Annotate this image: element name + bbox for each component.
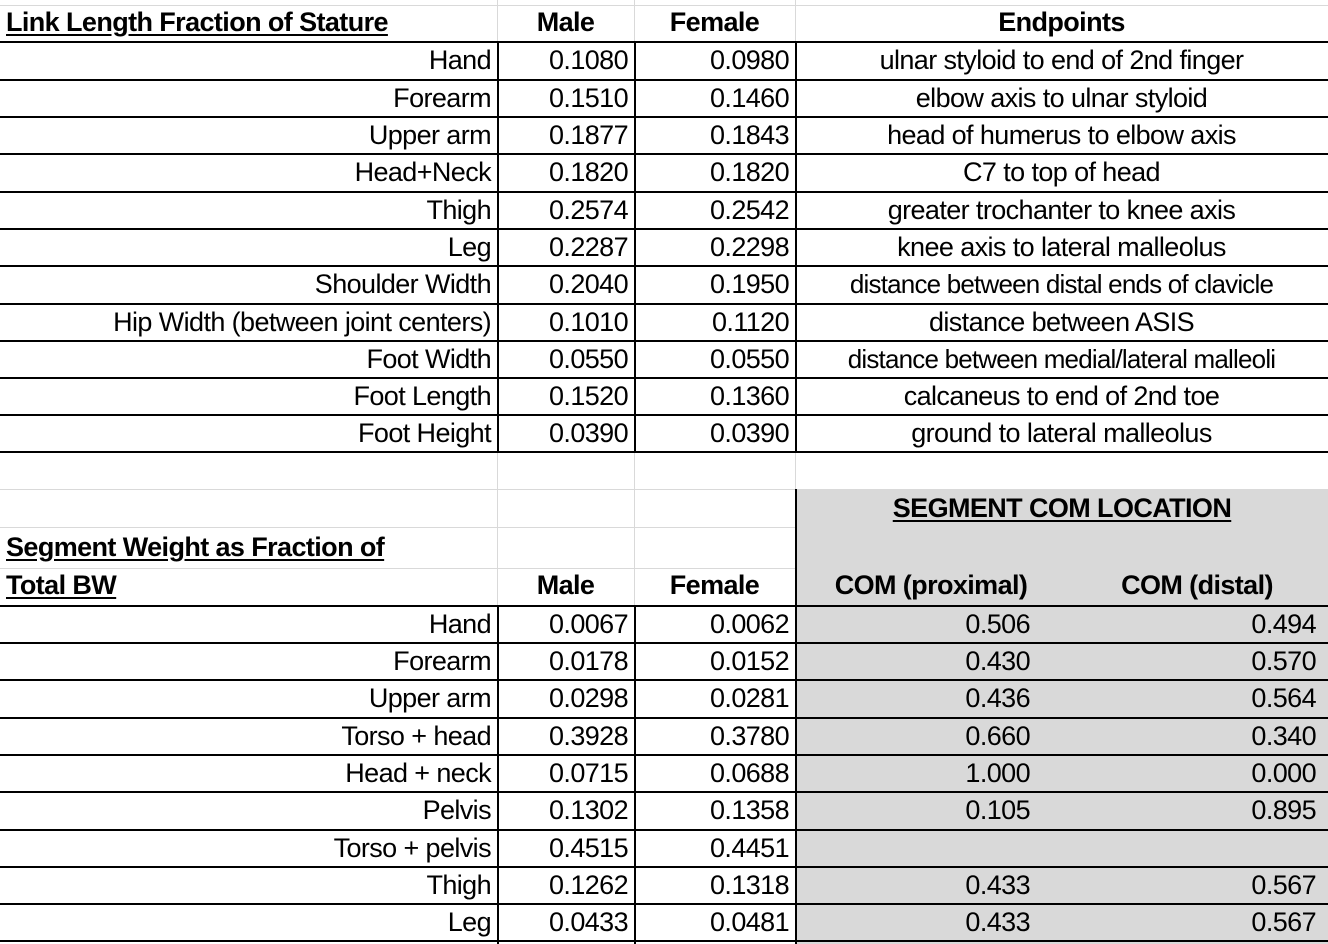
link-row-endpoints: distance between ASIS [928, 307, 1195, 337]
link-row-male: 0.1520 [549, 381, 628, 411]
com-proximal-value: 0.105 [965, 795, 1030, 825]
link-row-endpoints: elbow axis to ulnar styloid [915, 83, 1208, 113]
weight-row-male: 0.4515 [549, 833, 628, 863]
com-distal-value: 0.564 [1251, 683, 1316, 713]
com-distal-value: 0.340 [1251, 721, 1316, 751]
weight-row-male: 0.1302 [549, 795, 628, 825]
link-row-female: 0.0390 [710, 418, 789, 448]
weight-row-label: Head + neck [345, 758, 491, 788]
com-distal-value: 0.570 [1251, 646, 1316, 676]
com-distal-value: 0.895 [1251, 795, 1316, 825]
link-row-male: 0.2574 [549, 195, 628, 225]
link-row-male: 0.1877 [549, 120, 628, 150]
link-row-label: Foot Height [358, 418, 491, 448]
weight-row-female: 0.0281 [710, 683, 789, 713]
link-row-male: 0.1510 [549, 83, 628, 113]
com-section-title: SEGMENT COM LOCATION [892, 493, 1232, 523]
link-row-label: Thigh [426, 195, 491, 225]
weight-row-label: Torso + pelvis [333, 833, 491, 863]
link-row-label: Leg [447, 232, 491, 262]
column-border [634, 42, 636, 452]
com-distal-value: 0.494 [1251, 609, 1316, 639]
weight-row-label: Forearm [393, 646, 491, 676]
link-row-label: Shoulder Width [314, 269, 491, 299]
link-row-male: 0.2287 [549, 232, 628, 262]
link-row-male: 0.0550 [549, 344, 628, 374]
link-row-label: Head+Neck [354, 157, 491, 187]
weight-row-male: 0.0298 [549, 683, 628, 713]
weight-row-male: 0.0715 [549, 758, 628, 788]
weight-row-female: 0.0062 [710, 609, 789, 639]
link-row-male: 0.2040 [549, 269, 628, 299]
weight-row-label: Torso + head [341, 721, 491, 751]
link-row-male: 0.1820 [549, 157, 628, 187]
link-row-female: 0.1120 [712, 307, 789, 337]
com-distal-value: 0.567 [1251, 907, 1316, 937]
link-row-label: Upper arm [368, 120, 491, 150]
link-row-male: 0.0390 [549, 418, 628, 448]
link-table-title: Link Length Fraction of Stature [6, 7, 388, 37]
link-row-endpoints: greater trochanter to knee axis [887, 195, 1236, 225]
link-row-endpoints: distance between distal ends of clavicle [849, 269, 1274, 299]
weight-row-label: Thigh [426, 870, 491, 900]
com-col-distal: COM (distal) [1121, 570, 1273, 600]
link-row-endpoints: knee axis to lateral malleolus [897, 232, 1226, 262]
link-col-endpoints: Endpoints [998, 7, 1125, 37]
com-col-proximal: COM (proximal) [834, 570, 1028, 600]
weight-row-female: 0.3780 [710, 721, 789, 751]
link-row-endpoints: head of humerus to elbow axis [887, 120, 1236, 150]
com-proximal-value: 0.660 [965, 721, 1030, 751]
weight-table-title-line1: Segment Weight as Fraction of [6, 532, 385, 562]
link-row-endpoints: calcaneus to end of 2nd toe [903, 381, 1220, 411]
link-row-female: 0.1950 [710, 269, 789, 299]
weight-row-male: 0.3928 [549, 721, 628, 751]
link-row-label: Hand [428, 45, 491, 75]
com-proximal-value: 1.000 [965, 758, 1030, 788]
link-row-endpoints: ulnar styloid to end of 2nd finger [879, 45, 1244, 75]
com-distal-value: 0.567 [1251, 870, 1316, 900]
weight-row-female: 0.0481 [710, 907, 789, 937]
weight-row-female: 0.4451 [710, 833, 789, 863]
link-row-endpoints: ground to lateral malleolus [911, 418, 1212, 448]
com-proximal-value: 0.433 [965, 907, 1030, 937]
com-proximal-value: 0.506 [965, 609, 1030, 639]
weight-row-male: 0.0067 [549, 609, 628, 639]
link-row-label: Foot Length [353, 381, 491, 411]
com-proximal-value: 0.433 [965, 870, 1030, 900]
row-border [0, 451, 1328, 453]
com-distal-value: 0.000 [1251, 758, 1316, 788]
link-row-male: 0.1010 [549, 307, 628, 337]
weight-row-label: Upper arm [368, 683, 491, 713]
link-row-female: 0.2542 [710, 195, 789, 225]
link-row-female: 0.0980 [710, 45, 789, 75]
link-row-label: Foot Width [366, 344, 491, 374]
link-row-label: Hip Width (between joint centers) [113, 307, 491, 337]
weight-row-female: 0.0688 [710, 758, 789, 788]
link-row-male: 0.1080 [549, 45, 628, 75]
link-row-female: 0.1360 [710, 381, 789, 411]
column-border [795, 489, 797, 944]
weight-row-male: 0.0433 [549, 907, 628, 937]
column-border [497, 42, 499, 452]
weight-row-female: 0.1358 [710, 795, 789, 825]
link-col-female: Female [669, 7, 760, 37]
weight-row-label: Hand [428, 609, 491, 639]
weight-row-male: 0.0178 [549, 646, 628, 676]
column-border [634, 606, 636, 944]
link-row-female: 0.1460 [710, 83, 789, 113]
link-col-male: Male [536, 7, 595, 37]
weight-row-female: 0.0152 [710, 646, 789, 676]
link-row-label: Forearm [393, 83, 491, 113]
com-proximal-value: 0.430 [965, 646, 1030, 676]
weight-row-male: 0.1262 [549, 870, 628, 900]
com-proximal-value: 0.436 [965, 683, 1030, 713]
column-border [795, 42, 797, 452]
weight-col-male: Male [536, 570, 595, 600]
link-row-female: 0.0550 [710, 344, 789, 374]
row-border [0, 940, 1328, 942]
weight-row-label: Pelvis [422, 795, 491, 825]
weight-row-female: 0.1318 [710, 870, 789, 900]
link-row-female: 0.2298 [710, 232, 789, 262]
weight-table-title-line2: Total BW [6, 570, 117, 600]
link-row-endpoints: C7 to top of head [963, 157, 1160, 187]
link-row-female: 0.1843 [710, 120, 789, 150]
column-border [497, 606, 499, 944]
link-row-female: 0.1820 [710, 157, 789, 187]
link-row-endpoints: distance between medial/lateral malleoli [847, 344, 1276, 374]
weight-row-label: Leg [447, 907, 491, 937]
weight-col-female: Female [669, 570, 760, 600]
